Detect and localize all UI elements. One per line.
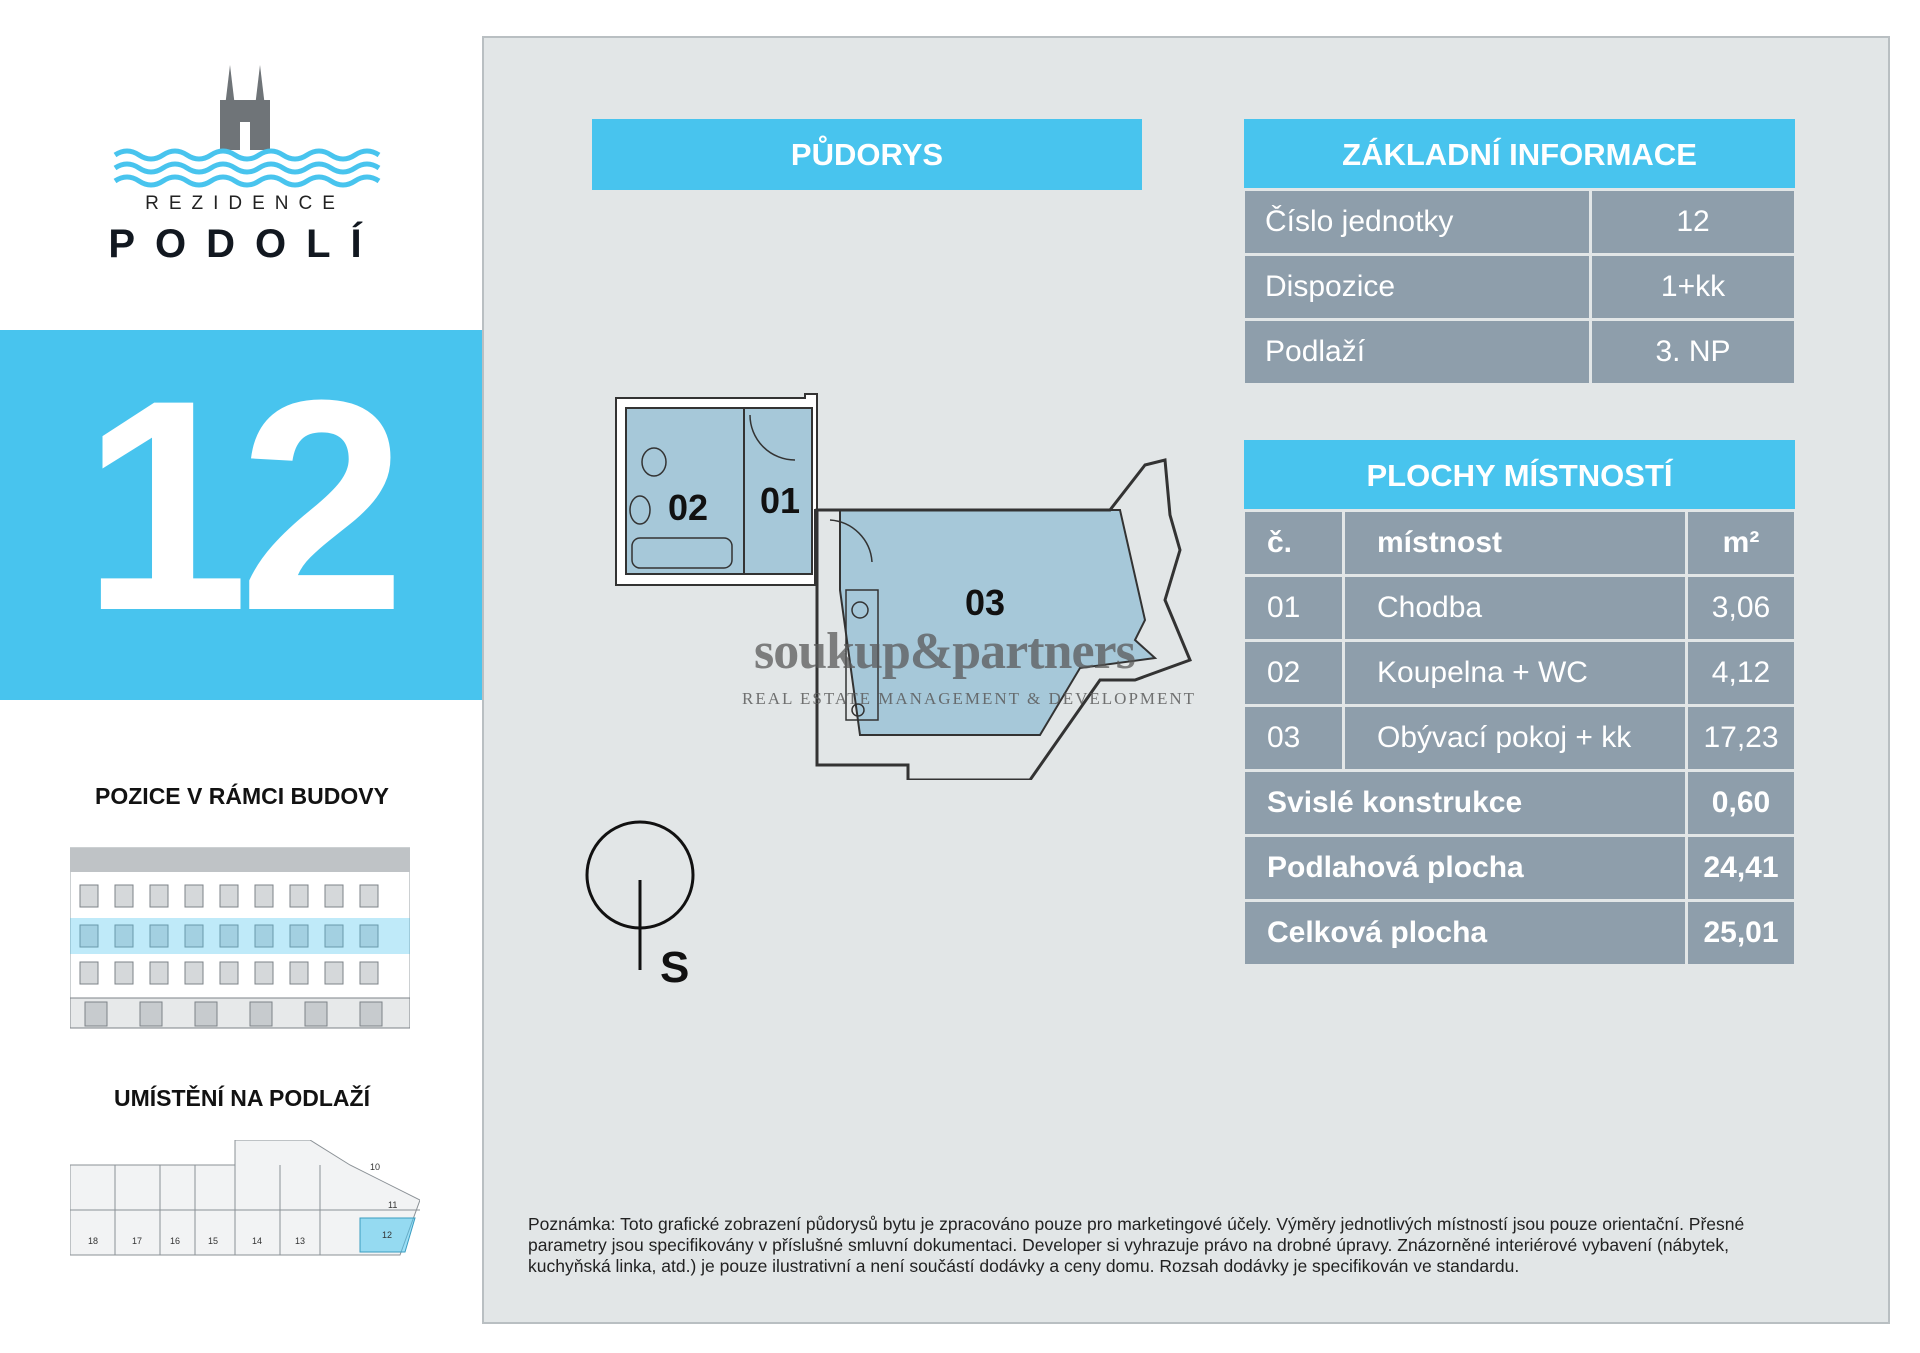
info-key: Číslo jednotky: [1244, 190, 1591, 255]
floor-location-heading: UMÍSTĚNÍ NA PODLAŽÍ: [114, 1085, 370, 1111]
summary-value: 0,60: [1687, 771, 1796, 836]
floor-unit-13: 13: [295, 1236, 306, 1246]
summary-value: 24,41: [1687, 836, 1796, 901]
summary-label: Celková plocha: [1244, 901, 1687, 966]
basic-info-heading: ZÁKLADNÍ INFORMACE: [1244, 119, 1795, 190]
room-label-01: 01: [760, 480, 801, 521]
unit-number: 12: [82, 337, 396, 673]
room-areas-table: [1242, 509, 1797, 967]
basic-info-table: [1242, 188, 1797, 386]
floor-unit-15: 15: [208, 1236, 219, 1246]
disclaimer-note: Poznámka: Toto grafické zobrazení půdorysů bytu je zpracováno pouze pro marketingové účely. Výměry jednotlivých místností jsou pouze orientační. Přesné parametry jsou specifikovány v příslušné smluvní dokumentaci. Developer si vyhrazuje právo na drobné úpravy. Znázorněné interiérové vybavení (nábytek, kuchyňská linka, atd.) je pouze ilustrativní a není součástí dodávky a ceny domu. Rozsah dodávky je specifikován ve standardu.: [528, 1214, 1745, 1276]
floor-unit-18: 18: [88, 1236, 99, 1246]
table-header-row: [1244, 511, 1796, 576]
floor-unit-10: 10: [370, 1162, 381, 1172]
table-row: [1244, 320, 1796, 385]
ground-floor-arches: [70, 998, 410, 1028]
roof: [70, 848, 410, 872]
room-no: 02: [1244, 641, 1344, 706]
summary-label: Podlahová plocha: [1244, 836, 1687, 901]
table-row: [1244, 255, 1796, 320]
summary-row: [1244, 771, 1796, 836]
floor-unit-12: 12: [382, 1230, 393, 1240]
logo-name: PODOLÍ: [108, 222, 382, 266]
waves-icon: [115, 151, 379, 185]
compass-label: S: [660, 943, 690, 990]
room-no: 01: [1244, 576, 1344, 641]
floor-unit-17: 17: [132, 1236, 143, 1246]
info-key: Dispozice: [1244, 255, 1591, 320]
table-row: [1244, 706, 1796, 771]
info-value: 12: [1591, 190, 1796, 255]
room-name: Obývací pokoj + kk: [1344, 706, 1687, 771]
col-header-room: místnost: [1344, 511, 1687, 576]
info-value: 3. NP: [1591, 320, 1796, 385]
room-name: Chodba: [1344, 576, 1687, 641]
floorplan-drawing: [610, 390, 1210, 780]
building-position-heading: POZICE V RÁMCI BUDOVY: [95, 783, 389, 809]
summary-value: 25,01: [1687, 901, 1796, 966]
room-label-02: 02: [668, 487, 709, 528]
summary-row: [1244, 901, 1796, 966]
col-header-no: č.: [1244, 511, 1344, 576]
room-area: 17,23: [1687, 706, 1796, 771]
room-label-03: 03: [965, 582, 1006, 623]
floor-unit-14: 14: [252, 1236, 263, 1246]
floor-location-plan: [70, 1140, 420, 1270]
north-compass-icon: [580, 820, 700, 990]
room-areas-heading: PLOCHY MÍSTNOSTÍ: [1244, 440, 1795, 511]
col-header-area: m²: [1687, 511, 1796, 576]
room-no: 03: [1244, 706, 1344, 771]
watermark-subtitle: REAL ESTATE MANAGEMENT & DEVELOPMENT: [742, 689, 1197, 708]
logo-subtitle: REZIDENCE: [145, 193, 345, 214]
table-row: [1244, 576, 1796, 641]
summary-row: [1244, 836, 1796, 901]
highlighted-floor: [70, 918, 410, 954]
floorplan-heading: PŮDORYS: [592, 119, 1142, 190]
info-value: 1+kk: [1591, 255, 1796, 320]
table-row: [1244, 190, 1796, 255]
floor-unit-11: 11: [388, 1200, 398, 1210]
room-name: Koupelna + WC: [1344, 641, 1687, 706]
building-facade-image: [70, 840, 410, 1030]
table-row: [1244, 641, 1796, 706]
room-area: 4,12: [1687, 641, 1796, 706]
info-key: Podlaží: [1244, 320, 1591, 385]
church-icon: [220, 65, 270, 150]
summary-label: Svislé konstrukce: [1244, 771, 1687, 836]
room-area: 3,06: [1687, 576, 1796, 641]
floor-unit-16: 16: [170, 1236, 181, 1246]
watermark-logo: soukup&partners: [754, 623, 1135, 680]
